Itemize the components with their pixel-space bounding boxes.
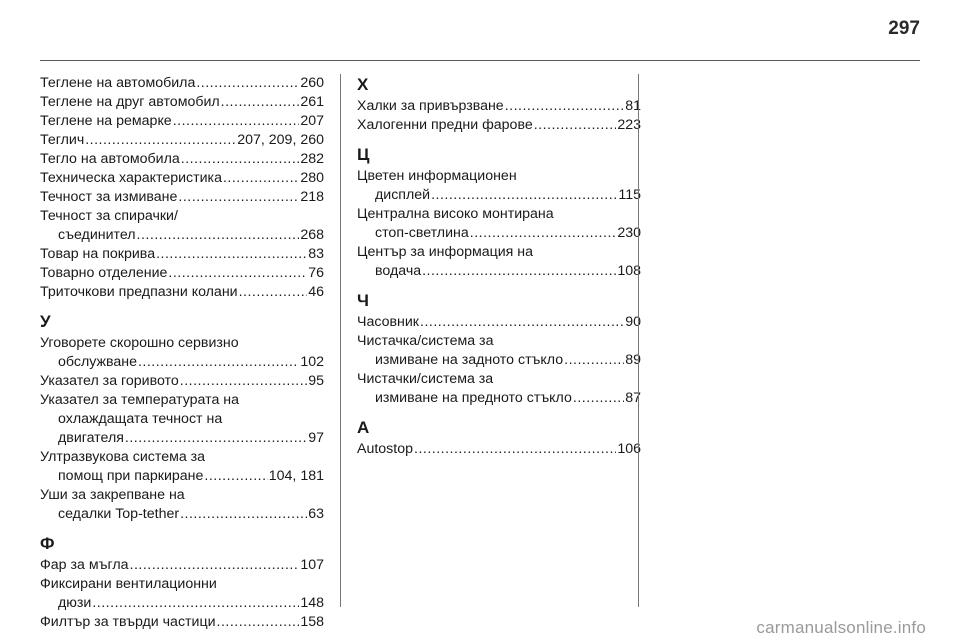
- entry-text-line: Цветен информационен: [357, 168, 517, 184]
- index-entry: [357, 370, 641, 408]
- dot-leader: [573, 389, 624, 408]
- dot-leader: [564, 351, 624, 370]
- entry-label: обслужване: [58, 354, 137, 370]
- header-rule: [40, 60, 920, 61]
- entry-label: стоп-светлина: [375, 225, 469, 241]
- entry-text-line: Ултразвукова система за: [40, 449, 206, 465]
- entry-page-ref: 207, 209, 260: [237, 132, 324, 148]
- entry-text-line: Уши за закрепване на: [40, 487, 185, 503]
- section-letter: У: [40, 312, 51, 331]
- dot-leader: [156, 245, 307, 264]
- dot-leader: [414, 440, 616, 459]
- index-entry: [357, 332, 641, 370]
- index-column-2: [357, 74, 641, 468]
- index-entry: [40, 169, 324, 188]
- entry-page-ref: 63: [308, 506, 324, 522]
- entry-label: водача: [375, 263, 422, 279]
- entry-row: [357, 389, 641, 408]
- index-entry: [40, 613, 324, 632]
- dot-leader: [239, 283, 308, 302]
- entry-label: Течност за измиване: [40, 189, 178, 205]
- dot-leader: [420, 313, 624, 332]
- dot-leader: [173, 112, 300, 131]
- index-entry: [40, 283, 324, 302]
- entry-text-line: Течност за спирачки/: [40, 208, 178, 224]
- entry-label: дюзи: [58, 595, 92, 611]
- entry-page-ref: 218: [300, 189, 324, 205]
- entry-row: [40, 372, 324, 391]
- entry-page-ref: 104, 181: [268, 468, 324, 484]
- index-section: [40, 74, 324, 302]
- index-entry: [40, 391, 324, 448]
- dot-leader: [223, 169, 299, 188]
- entry-label: Товар на покрива: [40, 246, 156, 262]
- dot-leader: [168, 264, 307, 283]
- page-number: 297: [888, 18, 920, 39]
- index-entry: [40, 112, 324, 131]
- dot-leader: [217, 613, 300, 632]
- entry-row: [40, 353, 324, 372]
- entry-row: [357, 224, 641, 243]
- index-entry: [40, 486, 324, 524]
- entry-label: Халки за привързване: [357, 98, 504, 114]
- entry-page-ref: 268: [300, 227, 324, 243]
- index-entry: [357, 313, 641, 332]
- entry-row: [40, 226, 324, 245]
- entry-text-line: Център за информация на: [357, 244, 534, 260]
- dot-leader: [92, 594, 299, 613]
- index-section: [357, 144, 641, 281]
- index-entry: [40, 334, 324, 372]
- entry-page-ref: 81: [625, 98, 641, 114]
- dot-leader: [204, 467, 267, 486]
- entry-row: [40, 283, 324, 302]
- entry-row: [40, 150, 324, 169]
- entry-row: [40, 131, 324, 150]
- section-letter: Ц: [357, 145, 370, 164]
- entry-text-line: Централна високо монтирана: [357, 206, 554, 222]
- entry-label: двигателя: [58, 430, 124, 446]
- entry-row: [357, 440, 641, 459]
- index-entry: [357, 97, 641, 116]
- index-entry: [40, 575, 324, 613]
- entry-row: [40, 93, 324, 112]
- dot-leader: [180, 372, 307, 391]
- entry-row: [357, 116, 641, 135]
- entry-text-line: охлаждащата течност на: [58, 411, 223, 427]
- dot-leader: [221, 93, 300, 112]
- entry-label: Тегло на автомобила: [40, 151, 180, 167]
- entry-label: помощ при паркиране: [58, 468, 204, 484]
- entry-row: [357, 262, 641, 281]
- section-letter: Ф: [40, 534, 55, 553]
- entry-page-ref: 260: [300, 75, 324, 91]
- entry-row: [40, 467, 324, 486]
- entry-label: Теглене на ремарке: [40, 113, 172, 129]
- section-letter: Ч: [357, 291, 369, 310]
- entry-row: [40, 594, 324, 613]
- entry-label: измиване на предното стъкло: [375, 390, 572, 406]
- entry-page-ref: 115: [618, 187, 641, 203]
- index-entry: [40, 74, 324, 93]
- dot-leader: [422, 262, 616, 281]
- index-entry: [40, 448, 324, 486]
- index-section: [40, 533, 324, 632]
- dot-leader: [431, 186, 617, 205]
- entry-page-ref: 148: [300, 595, 324, 611]
- index-entry: [357, 243, 641, 281]
- entry-row: [40, 245, 324, 264]
- entry-label: седалки Top-tether: [58, 506, 180, 522]
- column-divider-1: [340, 74, 341, 607]
- entry-row: [40, 169, 324, 188]
- entry-page-ref: 83: [308, 246, 324, 262]
- entry-label: Техническа характеристика: [40, 170, 222, 186]
- entry-page-ref: 95: [308, 373, 324, 389]
- index-entry: [40, 188, 324, 207]
- dot-leader: [85, 131, 236, 150]
- entry-row: [357, 313, 641, 332]
- entry-row: [40, 556, 324, 575]
- index-section: [40, 311, 324, 524]
- entry-page-ref: 158: [300, 614, 324, 630]
- entry-row: [40, 112, 324, 131]
- entry-page-ref: 261: [300, 94, 324, 110]
- index-entry: [357, 440, 641, 459]
- entry-row: [40, 613, 324, 632]
- entry-label: Теглич: [40, 132, 85, 148]
- dot-leader: [180, 505, 307, 524]
- dot-leader: [505, 97, 625, 116]
- entry-page-ref: 46: [308, 284, 324, 300]
- entry-label: Триточкови предпазни колани: [40, 284, 238, 300]
- section-letter: Х: [357, 75, 369, 94]
- dot-leader: [534, 116, 617, 135]
- index-entry: [357, 205, 641, 243]
- entry-page-ref: 90: [625, 314, 641, 330]
- entry-label: дисплей: [375, 187, 431, 203]
- dot-leader: [125, 429, 307, 448]
- entry-page-ref: 87: [625, 390, 641, 406]
- entry-page-ref: 108: [617, 263, 641, 279]
- section-letter: A: [357, 418, 370, 437]
- index-entry: [40, 150, 324, 169]
- column-divider-2: [638, 74, 639, 607]
- index-entry: [357, 167, 641, 205]
- entry-row: [40, 429, 324, 448]
- index-entry: [357, 116, 641, 135]
- dot-leader: [470, 224, 617, 243]
- index-column-1: [40, 74, 324, 641]
- entry-row: [40, 74, 324, 93]
- entry-page-ref: 97: [308, 430, 324, 446]
- entry-label: Товарно отделение: [40, 265, 168, 281]
- entry-row: [357, 97, 641, 116]
- dot-leader: [137, 226, 300, 245]
- entry-label: Часовник: [357, 314, 419, 330]
- entry-page-ref: 207: [300, 113, 324, 129]
- index-entry: [40, 372, 324, 391]
- entry-row: [40, 264, 324, 283]
- entry-page-ref: 223: [617, 117, 641, 133]
- dot-leader: [130, 556, 300, 575]
- entry-text-line: Фиксирани вентилационни: [40, 576, 217, 592]
- entry-label: Филтър за твърди частици: [40, 614, 216, 630]
- index-entry: [40, 245, 324, 264]
- entry-label: Халогенни предни фарове: [357, 117, 533, 133]
- index-section: [357, 290, 641, 408]
- dot-leader: [181, 150, 300, 169]
- index-entry: [40, 207, 324, 245]
- entry-text-line: Чистачки/система за: [357, 371, 494, 387]
- entry-text-line: Указател за температурата на: [40, 392, 240, 408]
- entry-page-ref: 102: [300, 354, 324, 370]
- entry-row: [40, 188, 324, 207]
- dot-leader: [138, 353, 299, 372]
- entry-label: Указател за горивото: [40, 373, 179, 389]
- entry-label: съединител: [58, 227, 136, 243]
- entry-label: Теглене на друг автомобил: [40, 94, 220, 110]
- entry-page-ref: 280: [300, 170, 324, 186]
- entry-page-ref: 76: [308, 265, 324, 281]
- entry-label: Теглене на автомобила: [40, 75, 196, 91]
- index-section: [357, 74, 641, 135]
- index-entry: [40, 556, 324, 575]
- dot-leader: [196, 74, 299, 93]
- entry-row: [357, 351, 641, 370]
- dot-leader: [178, 188, 299, 207]
- entry-label: измиване на задното стъкло: [375, 352, 564, 368]
- entry-page-ref: 230: [617, 225, 641, 241]
- entry-row: [40, 505, 324, 524]
- entry-row: [357, 186, 641, 205]
- entry-page-ref: 282: [300, 151, 324, 167]
- entry-page-ref: 89: [625, 352, 641, 368]
- entry-page-ref: 107: [300, 557, 324, 573]
- index-entry: [40, 93, 324, 112]
- entry-text-line: Чистачка/система за: [357, 333, 494, 349]
- entry-text-line: Уговорете скорошно сервизно: [40, 335, 239, 351]
- index-section: [357, 417, 641, 459]
- watermark: carmanualsonline.info: [756, 618, 926, 637]
- index-entry: [40, 131, 324, 150]
- entry-page-ref: 106: [617, 441, 641, 457]
- entry-label: Фар за мъгла: [40, 557, 129, 573]
- index-entry: [40, 264, 324, 283]
- entry-label: Autostop: [357, 441, 414, 457]
